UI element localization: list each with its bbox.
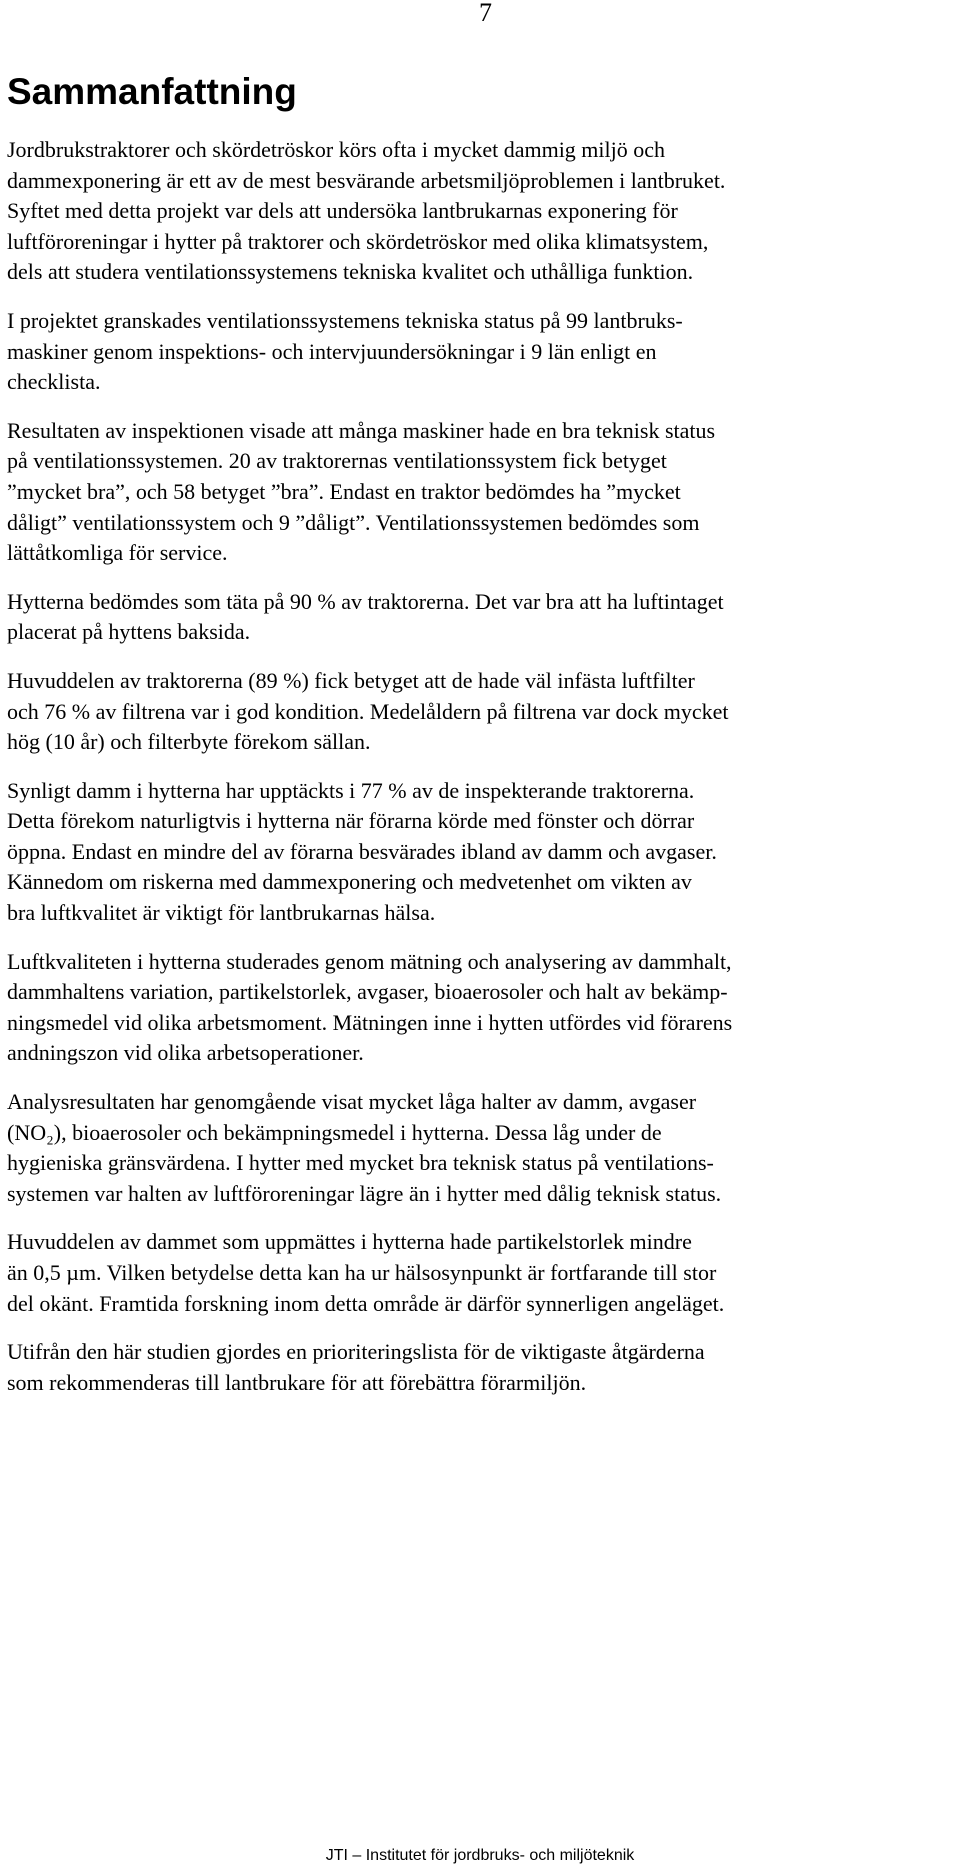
document-body	[7, 70, 957, 1416]
paragraph-dust: Synligt damm i hytterna har upptäckts i 77 % av de inspekterande traktorerna. Detta förekom naturligtvis i hytterna när förarna körde med fönster och dörrar öppna. Endast en mindre del av förarna besvärades ibland av damm och avgaser. Kännedom om riskerna med dammexponering och medvetenhet om vikten av bra luftkvalitet är viktigt för lantbrukarnas hälsa.	[7, 777, 717, 926]
paragraph-intro: Jordbrukstraktorer och skördetröskor körs ofta i mycket dammig miljö och dammexponering är ett av de mest besvärande arbetsmiljöproblemen i lantbruket. Syftet med detta projekt var dels att undersöka lantbrukarnas exponering för luftföroreningar i hytter på traktorer och skördetröskor med olika klimatsystem, dels att studera ventilationssystemens tekniska kvalitet och uthålliga funktion.	[7, 137, 726, 285]
paragraph-inspection: I projektet granskades ventilationssystemens tekniska status på 99 lantbruks- maskiner genom inspektions- och intervjuundersökningar i 9 län enligt en checklista.	[7, 307, 683, 395]
paragraph-air-quality: Luftkvaliteten i hytterna studerades genom mätning och analysering av dammhalt, dammhaltens variation, partikelstorlek, avgaser, bioaerosoler och halt av bekämp- ningsmedel vid olika arbetsmoment. Mätningen inne i hytten utfördes vid förarens andningszon vid olika arbetsoperationer.	[7, 948, 733, 1066]
paragraph-analysis: Analysresultaten har genomgående visat mycket låga halter av damm, avgaser (NO₂), bioaerosoler och bekämpningsmedel i hytterna. Dessa låg under de hygieniska gränsvärdena. I hytter med mycket bra teknisk status på ventilations- systemen var halten av luftföroreningar lägre än i hytter med dålig teknisk status.	[7, 1089, 722, 1206]
paragraph-priorities: Utifrån den här studien gjordes en prioriteringslista för de viktigaste åtgärderna som rekommenderas till lantbrukare för att förebättra förarmiljön.	[7, 1339, 705, 1395]
section-heading: Sammanfattning	[7, 71, 297, 112]
paragraph-cabins: Hytterna bedömdes som täta på 90 % av traktorerna. Det var bra att ha luftintaget placerat på hyttens baksida.	[7, 588, 724, 645]
page-number: 7	[479, 0, 492, 27]
paragraph-filters: Huvuddelen av traktorerna (89 %) fick betyget att de hade väl infästa luftfilter och 76 % av filtrena var i god kondition. Medelåldern på filtrena var dock mycket hög (10 år) och filterbyte förekom sällan.	[7, 667, 729, 755]
page-footer: JTI – Institutet för jordbruks- och miljöteknik	[325, 1847, 635, 1864]
paragraph-results: Resultaten av inspektionen visade att många maskiner hade en bra teknisk status på ventilationssystemen. 20 av traktorernas ventilationssystem fick betyget ”mycket bra”, och 58 betyget ”bra”. Endast en traktor bedömdes ha ”mycket dåligt” ventilationssystem och 9 ”dåligt”. Ventilationssystemen bedömdes som lättåtkomliga för service.	[7, 417, 716, 566]
paragraph-particles: Huvuddelen av dammet som uppmättes i hytterna hade partikelstorlek mindre än 0,5 µm. Vilken betydelse detta kan ha ur hälsosynpunkt är fortfarande till stor del okänt. Framtida forskning inom detta område är därför synnerligen angeläget.	[7, 1229, 725, 1316]
